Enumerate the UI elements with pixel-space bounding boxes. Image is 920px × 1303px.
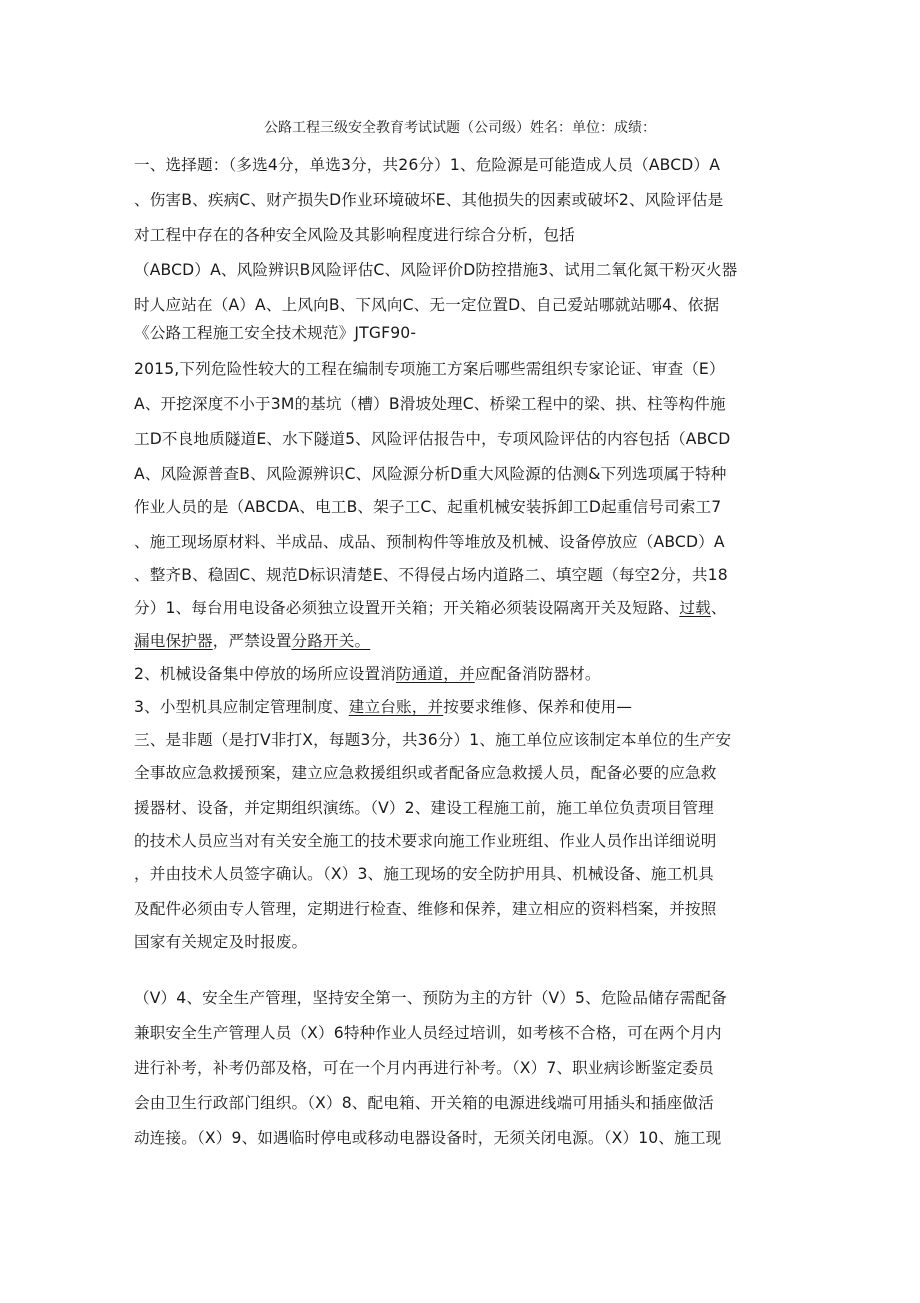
text-line: A、开挖深度不小于3M的基坑（槽）B滑坡处理C、桥梁工程中的梁、拱、柱等构件施 xyxy=(134,395,726,413)
text-line: 、整齐B、稳固C、规范D标识清楚E、不得侵占场内道路二、填空题（每空2分，共18 xyxy=(134,566,728,584)
underlined-answer: 过载 xyxy=(679,599,711,617)
text-line: 会由卫生行政部门组织。（X）8、配电箱、开关箱的电源进线端可用插头和插座做活 xyxy=(134,1094,714,1112)
text-line xyxy=(134,696,632,718)
text-line: 作业人员的是（ABCDA、电工B、架子工C、起重机械安装拆卸工D起重信号司索工7 xyxy=(134,498,722,516)
text-line: 进行补考，补考仍部及格，可在一个月内再进行补考。（X）7、职业病诊断鉴定委员 xyxy=(134,1059,714,1077)
underlined-answer: 防通道，并 xyxy=(395,665,475,683)
text-line: 全事故应急救援预案，建立应急救援组织或者配备应急救援人员，配备必要的应急救 xyxy=(134,764,717,782)
text-line xyxy=(134,597,727,619)
text-line: 一、选择题：（多选4分，单选3分，共26分）1、危险源是可能造成人员（ABCD）A xyxy=(134,156,721,174)
text-line: 时人应站在（A）A、上风向B、下风向C、无一定位置D、自己爱站哪就站哪4、依据 xyxy=(134,296,720,314)
text-line: 、伤害B、疾病C、财产损失D作业环境破坏E、其他损失的因素或破坏2、风险评估是 xyxy=(134,191,724,209)
text-segment: ，严禁设置 xyxy=(212,632,292,650)
text-line xyxy=(134,663,601,685)
text-line: 对工程中存在的各种安全风险及其影响程度进行综合分析，包括 xyxy=(134,226,575,244)
text-line: 2015,下列危险性较大的工程在编制专项施工方案后哪些需组织专家论证、审查（E） xyxy=(134,360,725,378)
text-line: ，并由技术人员签字确认。（X）3、施工现场的安全防护用具、机械设备、施工机具 xyxy=(134,865,714,883)
text-line: 的技术人员应当对有关安全施工的技术要求向施工作业班组、作业人员作出详细说明 xyxy=(134,832,717,850)
underlined-answer: 分路开关。 xyxy=(291,632,371,650)
text-segment: 2、机械设备集中停放的场所应设置消 xyxy=(134,665,396,683)
text-segment: 分）1、每台用电设备必须独立设置开关箱；开关箱必须装设隔离开关及短路、 xyxy=(134,599,680,617)
text-line: 援器材、设备，并定期组织演练。（V）2、建设工程施工前，施工单位负责项目管理 xyxy=(134,799,714,817)
text-line: 《公路工程施工安全技术规范》JTGF90- xyxy=(134,324,417,342)
text-line: A、风险源普查B、风险源辨识C、风险源分析D重大风险源的估测&下列选项属于特种 xyxy=(134,465,727,483)
underlined-answer: 建立台账，并 xyxy=(348,698,444,716)
text-line: 及配件必须由专人管理，定期进行检查、维修和保养，建立相应的资料档案，并按照 xyxy=(134,900,717,918)
underlined-answer: 漏电保护器 xyxy=(134,632,213,650)
text-line: 兼职安全生产管理人员（X）6特种作业人员经过培训，如考核不合格，可在两个月内 xyxy=(134,1024,722,1042)
text-line: 动连接。（X）9、如遇临时停电或移动电器设备时，无须关闭电源。（X）10、施工现 xyxy=(134,1129,722,1147)
text-line: （V）4、安全生产管理，坚持安全第一、预防为主的方针（V）5、危险品储存需配备 xyxy=(134,989,727,1007)
text-line: 工D不良地质隧道E、水下隧道5、风险评估报告中，专项风险评估的内容包括（ABCD xyxy=(134,430,731,448)
text-segment: 、 xyxy=(710,599,727,617)
text-segment: 按要求维修、保养和使用— xyxy=(443,698,633,716)
text-line xyxy=(134,630,370,652)
text-line: （ABCD）A、风险辨识B风险评估C、风险评价D防控措施3、试用二氧化氮干粉灭火器 xyxy=(134,261,738,279)
text-segment: 3、小型机具应制定管理制度、 xyxy=(134,698,349,716)
text-line: 国家有关规定及时报废。 xyxy=(134,933,308,951)
text-line: 三、是非题（是打V非打X，每题3分，共36分）1、施工单位应该制定本单位的生产安 xyxy=(134,731,732,749)
text-line: 、施工现场原材料、半成品、成品、预制构件等堆放及机械、设备停放应（ABCD）A xyxy=(134,533,725,551)
text-segment: 应配备消防器材。 xyxy=(474,665,601,683)
document-title: 公路工程三级安全教育考试试题（公司级）姓名：单位：成绩： xyxy=(264,120,656,136)
